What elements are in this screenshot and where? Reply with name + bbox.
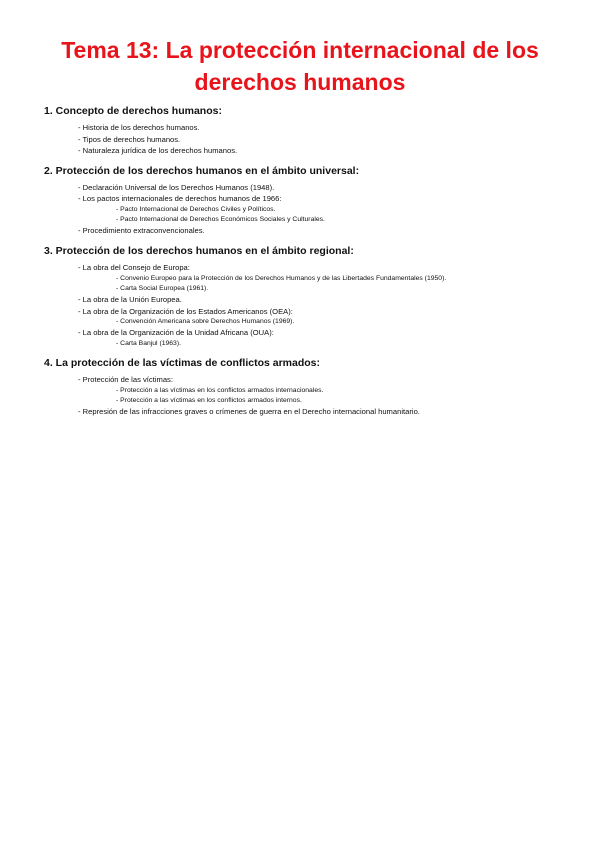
- list-item: [78, 374, 564, 406]
- list-item-text: - Tipos de derechos humanos.: [78, 135, 180, 144]
- sub-list-item: [116, 386, 564, 396]
- sub-list-item: [116, 339, 564, 349]
- list-item: [78, 306, 564, 328]
- list-item-text: - La obra de la Unión Europea.: [78, 295, 182, 304]
- list-item-text: - Declaración Universal de los Derechos Humanos (1948).: [78, 183, 274, 192]
- list-item-text: - La obra de la Organización de la Unidad Africana (OUA):: [78, 328, 274, 337]
- list-item-text: - Los pactos internacionales de derechos humanos de 1966:: [78, 194, 281, 203]
- item-list: [44, 122, 564, 157]
- list-item-text: - Naturaleza jurídica de los derechos humanos.: [78, 146, 237, 155]
- sub-list-item-text: - Carta Banjul (1963).: [116, 340, 181, 347]
- sub-list-item-text: - Pacto Internacional de Derechos Económicos Sociales y Culturales.: [116, 216, 325, 223]
- section-victimas-conflictos: [44, 356, 564, 418]
- list-item: [78, 406, 564, 418]
- list-item-text: - La obra del Consejo de Europa:: [78, 263, 190, 272]
- subitem-list: [78, 274, 564, 294]
- list-item: [78, 262, 564, 294]
- list-item: [78, 134, 564, 146]
- sub-list-item-text: - Convención Americana sobre Derechos Humanos (1969).: [116, 318, 294, 325]
- subitem-list: [78, 339, 564, 349]
- item-list: [44, 262, 564, 349]
- list-item-text: - Represión de las infracciones graves o crímenes de guerra en el Derecho internacional humanitario.: [78, 407, 420, 416]
- sub-list-item: [116, 284, 564, 294]
- sub-list-item: [116, 317, 564, 327]
- sub-list-item: [116, 205, 564, 215]
- section-heading: 2. Protección de los derechos humanos en el ámbito universal:: [44, 164, 360, 177]
- list-item: [78, 182, 564, 194]
- list-item: [78, 122, 564, 134]
- subitem-list: [78, 386, 564, 406]
- section-heading: 4. La protección de las víctimas de conflictos armados:: [44, 357, 321, 370]
- list-item: [78, 327, 564, 349]
- sub-list-item-text: - Protección a las víctimas en los conflictos armados internacionales.: [116, 387, 323, 394]
- list-item-text: - Procedimiento extraconvencionales.: [78, 226, 205, 235]
- sub-list-item-text: - Carta Social Europea (1961).: [116, 285, 208, 292]
- list-item-text: - La obra de la Organización de los Estados Americanos (OEA):: [78, 307, 293, 316]
- section-heading: 1. Concepto de derechos humanos:: [44, 105, 222, 117]
- subitem-list: [78, 205, 564, 225]
- list-item: [78, 193, 564, 225]
- page-title: Tema 13: La protección internacional de los derechos humanos: [61, 37, 539, 95]
- list-item: [78, 225, 564, 237]
- document-content: [44, 104, 564, 425]
- section-concepto: [44, 104, 564, 157]
- item-list: [44, 374, 564, 418]
- sub-list-item-text: - Convenio Europeo para la Protección de los Derechos Humanos y de las Libertades Fundamentales (1950).: [116, 275, 446, 282]
- sub-list-item: [116, 215, 564, 225]
- section-ambito-regional: [44, 244, 564, 349]
- list-item: [78, 294, 564, 306]
- subitem-list: [78, 317, 564, 327]
- section-heading: 3. Protección de los derechos humanos en el ámbito regional:: [44, 244, 354, 257]
- sub-list-item-text: - Protección a las víctimas en los conflictos armados internos.: [116, 397, 302, 404]
- sub-list-item: [116, 274, 564, 284]
- list-item-text: - Historia de los derechos humanos.: [78, 123, 200, 132]
- sub-list-item: [116, 396, 564, 406]
- section-ambito-universal: [44, 164, 564, 237]
- item-list: [44, 182, 564, 237]
- list-item: [78, 145, 564, 157]
- sub-list-item-text: - Pacto Internacional de Derechos Civiles y Políticos.: [116, 206, 275, 213]
- list-item-text: - Protección de las víctimas:: [78, 375, 173, 384]
